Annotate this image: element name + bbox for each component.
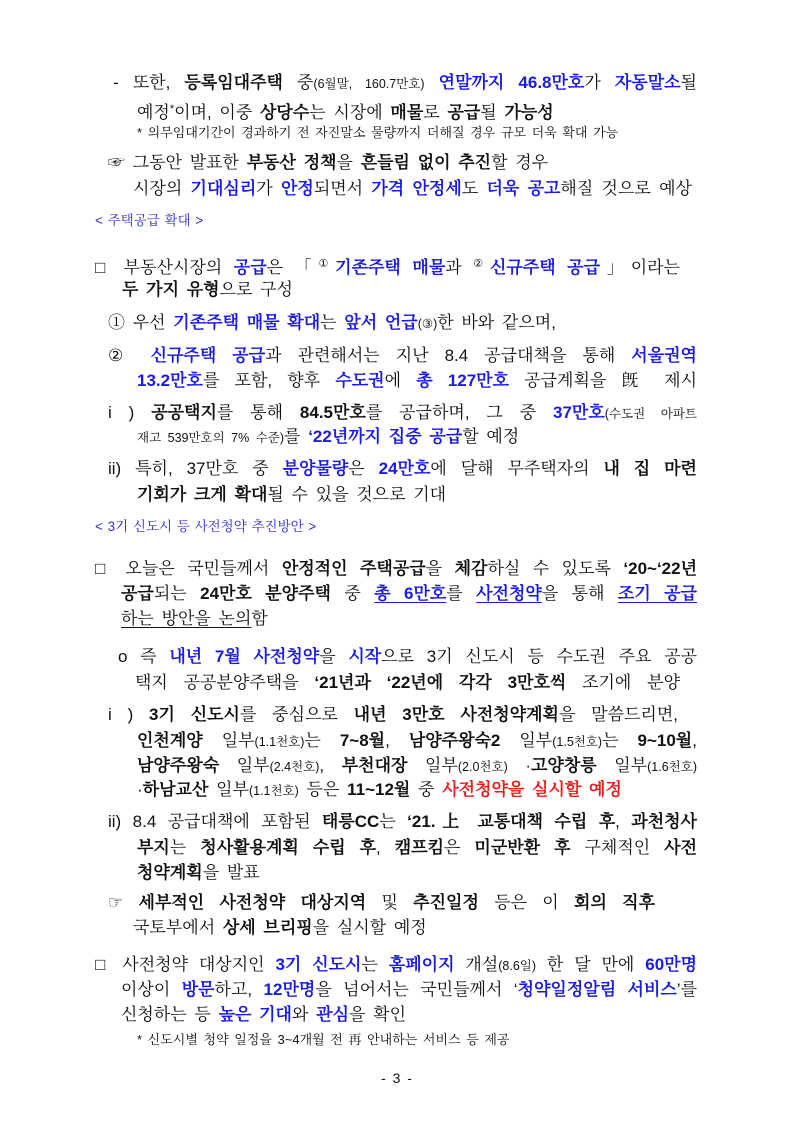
text-run: 일부 [407, 756, 458, 775]
text-run: 을 넘어서는 국민들께서 ‘ [315, 980, 518, 999]
blue-highlight: 기존주택 매물 [335, 258, 446, 277]
text-run: 중 [410, 780, 443, 799]
bold-text: 안정적인 주택공급 [281, 559, 426, 578]
footnote: * 신도시별 청약 일정을 3~4개월 전 再 안내하는 서비스 등 제공 [137, 1032, 510, 1047]
small-annotation: (1.6천호) [647, 760, 697, 774]
text-run: 에 [384, 371, 417, 390]
text-run: 이상이 [121, 980, 182, 999]
small-annotation: (③) [417, 317, 438, 331]
blue-highlight: 13.2만호 [137, 371, 203, 390]
paragraph-line [137, 755, 697, 778]
text-run: 한 바와 같으며, [437, 313, 556, 332]
bold-text: 사전 [664, 838, 697, 857]
text-run: 을 [336, 153, 361, 172]
paragraph-line [133, 917, 427, 939]
paragraph-line [113, 72, 697, 95]
blue-highlight: 총 127만호 [416, 371, 510, 390]
text-run: ② [108, 346, 151, 365]
blue-highlight: 높은 기대 [218, 1005, 292, 1024]
text-run: 되는 [153, 584, 201, 603]
bold-text: 미군반환 후 [474, 838, 571, 857]
bold-text: ‘21년과 ‘22년에 각각 3만호씩 [314, 673, 567, 692]
paragraph-line [108, 458, 697, 480]
small-annotation: (6월말, 160.7만호) [313, 77, 425, 91]
text-run: 도 [461, 179, 487, 198]
blue-highlight: 더욱 공고 [486, 179, 561, 198]
text-run: 함 [251, 609, 268, 628]
text-run: 가 [256, 179, 281, 198]
text-run: 을 말씀드리면, [558, 705, 678, 724]
small-annotation: (1.5천호) [552, 735, 603, 749]
text-run: 을 [319, 647, 349, 666]
text-run: 조기에 분양 [566, 673, 680, 692]
text-run: 는 [320, 313, 345, 332]
blue-highlight: 60만명 [645, 955, 697, 974]
paragraph-line [108, 811, 697, 833]
text-run: o 즉 [118, 647, 170, 666]
bold-text: 남양주왕숙 [137, 756, 220, 775]
blue-highlight: 시작 [348, 647, 382, 666]
text-run: , [615, 812, 632, 831]
paragraph-line [137, 862, 260, 884]
bold-text: 두 가지 유형 [122, 280, 220, 299]
text-run: 으로 3기 신도시 등 수도권 주요 공공 [381, 647, 697, 666]
text-run: 일부 [208, 780, 249, 799]
text-run: 과 [445, 258, 474, 277]
text-run: 와 [291, 1005, 317, 1024]
blue-highlight: 24만호 [378, 459, 431, 478]
text-run: 중 [330, 584, 375, 603]
paragraph-line [95, 253, 680, 279]
text-run: i ) [108, 705, 150, 724]
blue-highlight: 안정 [280, 179, 314, 198]
text-run: 을 확인 [349, 1005, 406, 1024]
paragraph-line [137, 370, 697, 392]
text-run: 될 [480, 103, 505, 122]
text-run: 는 [379, 812, 408, 831]
text-run: 를 중심으로 [239, 705, 354, 724]
section-header: < 3기 신도시 등 사전청약 추진방안 > [95, 519, 317, 534]
text-run: 을 [425, 559, 455, 578]
text-run: ’를 [676, 980, 697, 999]
text-run: 를 [284, 427, 309, 446]
bold-text: 매물 [390, 103, 424, 122]
text-run: 일부 [202, 731, 255, 750]
blue-highlight: 앞서 언급 [344, 313, 418, 332]
text-run: , [376, 838, 395, 857]
text-run: 는 시장에 [309, 103, 391, 122]
bold-text: 기회가 크게 확대 [137, 485, 268, 504]
page-number: - 3 - [381, 1070, 412, 1086]
text-run: 은 [444, 838, 475, 857]
bold-text: 과천청사 [631, 812, 697, 831]
paragraph-line [108, 402, 697, 425]
bold-text: 24만호 분양주택 [200, 584, 331, 603]
text-run: 중 [282, 73, 314, 92]
text-run: 이며, 이중 [174, 103, 260, 122]
blue-highlight: 자동말소 [614, 73, 681, 92]
small-annotation: (수도권 아파트 [604, 407, 697, 421]
bold-text: 청약계획 [137, 863, 203, 882]
text-run: ii) 특히, 37만호 중 [108, 459, 283, 478]
bold-text: 회의 직후 [574, 893, 655, 912]
text-run: 는 [304, 731, 340, 750]
bold-text: 등록임대주택 [184, 73, 283, 92]
blue-highlight: 연말까지 46.8만호 [424, 73, 585, 92]
text-run: - 또한, [113, 73, 185, 92]
text-run: 는 [361, 955, 389, 974]
text-run: 일부 [219, 756, 270, 775]
bold-text: 태릉CC [321, 812, 380, 831]
blue-highlight: 가격 안정세 [371, 179, 462, 198]
text-run: 을 발표 [202, 863, 260, 882]
text-run: ☞ 그동안 발표한 [108, 153, 247, 172]
bold-text: 9~10월 [637, 731, 693, 750]
paragraph-line [108, 345, 697, 367]
text-run: 국토부에서 [133, 918, 223, 937]
red-highlight: 사전청약을 실시할 예정 [442, 780, 622, 799]
paragraph-line [108, 312, 556, 335]
blue-highlight: 홈페이지 [388, 955, 455, 974]
blue-highlight: 내년 7월 사전청약 [169, 647, 320, 666]
footnote: * 의무임대기간이 경과하기 전 자진말소 물량까지 더해질 경우 규모 더욱 확대 가능 [137, 125, 619, 140]
paragraph-line [121, 1004, 406, 1026]
paragraph-line [133, 178, 692, 200]
text-run: 될 수 있을 것으로 기대 [267, 485, 447, 504]
paragraph-line [137, 426, 519, 449]
text-run: 되면서 [313, 179, 372, 198]
paragraph-line [137, 484, 446, 506]
text-run: · [137, 780, 143, 799]
bold-text: 내 집 마련 [603, 459, 697, 478]
text-run: 및 [366, 893, 414, 912]
text-run: 될 [680, 73, 697, 92]
small-annotation: (2.4천호) [269, 760, 320, 774]
text-run: 를 [446, 584, 477, 603]
text-run: 에 달해 무주택자의 [430, 459, 604, 478]
superscript-mark: ② [473, 258, 490, 270]
underlined-text: 하는 방안을 논의 [121, 609, 252, 628]
bold-text: 추진일정 [413, 893, 479, 912]
bold-text: ‘20~‘22년 [623, 559, 698, 578]
bold-text: 체감 [454, 559, 488, 578]
paragraph-line [95, 558, 697, 580]
text-run: , [319, 756, 342, 775]
text-run: 을 통해 [541, 584, 618, 603]
blue-highlight: 수도권 [335, 371, 385, 390]
text-run: 해질 것으로 예상 [560, 179, 692, 198]
blue-highlight: 기대심리 [190, 179, 257, 198]
text-run: 개설 [454, 955, 499, 974]
section-header: < 주택공급 확대 > [95, 213, 204, 228]
text-run: 할 예정 [462, 427, 520, 446]
text-run: 일부 [596, 756, 648, 775]
blue-highlight: 방문 [181, 980, 215, 999]
paragraph-line [118, 646, 697, 668]
text-run: ☞ [108, 893, 139, 912]
text-run: 한 달 만에 [536, 955, 646, 974]
bold-text: 가능성 [504, 103, 554, 122]
blue-highlight: 청약일정알림 서비스 [517, 980, 677, 999]
bold-text: 세부적인 사전청약 대상지역 [138, 893, 367, 912]
bold-text: 7~8월 [339, 731, 386, 750]
text-run: 할 경우 [491, 153, 549, 172]
bold-text: 부천대장 [341, 756, 408, 775]
bold-text: 공급 [121, 584, 154, 603]
bold-text: 하남교산 [142, 780, 209, 799]
bold-text: 11~12월 [347, 780, 411, 799]
underlined-blue-highlight: 사전청약 [476, 584, 542, 603]
text-run: 」이라는 [600, 258, 680, 277]
paragraph-line [135, 672, 680, 694]
bold-text: 인천계양 [137, 731, 203, 750]
blue-highlight: 신규주택 공급 [489, 258, 601, 277]
text-run: 를 포함, 향후 [202, 371, 336, 390]
text-run: i ) [108, 403, 152, 422]
paragraph-line [95, 954, 697, 977]
text-run: 예정 [137, 103, 170, 122]
bold-text: 청사활용계획 수립 후 [200, 838, 377, 857]
text-run: ① 우선 [108, 313, 174, 332]
bold-text: 공급 [447, 103, 481, 122]
bold-text: 공공택지 [151, 403, 217, 422]
small-annotation: (1.1천호) [254, 735, 305, 749]
text-run: 신청하는 등 [121, 1005, 219, 1024]
paragraph-line [121, 979, 697, 1001]
text-run: ii) 8.4 공급대책에 포함된 [108, 812, 322, 831]
text-run: 택지 공공분양주택을 [135, 673, 315, 692]
text-run: , [692, 731, 697, 750]
blue-highlight: 신규주택 공급 [150, 346, 266, 365]
text-run: □ 오늘은 국민들께서 [95, 559, 282, 578]
text-run: 은 [348, 459, 379, 478]
paragraph-line [137, 730, 697, 753]
text-run: 으로 구성 [219, 280, 293, 299]
paragraph-line [137, 779, 622, 802]
text-run: 를 공급하며, 그 중 [365, 403, 553, 422]
text-run: 는 [169, 838, 201, 857]
blue-highlight: ‘22년까지 집중 공급 [308, 427, 463, 446]
text-run: 과 관련해서는 지난 8.4 공급대책을 통해 [265, 346, 632, 365]
blue-highlight: 관심 [316, 1005, 349, 1024]
paragraph-line [108, 704, 678, 726]
blue-highlight: 12만명 [263, 980, 316, 999]
bold-text: 상세 브리핑 [222, 918, 313, 937]
bold-text: 3기 신도시 [149, 705, 240, 724]
small-annotation: (8.6일) [498, 959, 537, 973]
bold-text: 내년 3만호 사전청약계획 [353, 705, 559, 724]
paragraph-line [122, 279, 293, 301]
small-annotation: (2.0천호) [457, 760, 508, 774]
paragraph-line [121, 583, 697, 605]
blue-highlight: 서울권역 [631, 346, 697, 365]
superscript-mark: ① [318, 258, 336, 270]
text-run: , [385, 731, 409, 750]
paragraph-line [137, 98, 554, 124]
text-run: 등은 이 [478, 893, 575, 912]
small-annotation: (1.1천호) [248, 784, 299, 798]
footnote-mark: * [169, 103, 175, 115]
blue-highlight: 3기 신도시 [275, 955, 362, 974]
underlined-blue-highlight: 조기 공급 [617, 584, 697, 603]
blue-highlight: 기존주택 매물 확대 [173, 313, 321, 332]
text-run: 는 [602, 731, 638, 750]
text-run: 하고, [214, 980, 264, 999]
paragraph-line [137, 837, 697, 859]
text-run: 등은 [298, 780, 348, 799]
text-run: 를 통해 [216, 403, 300, 422]
bold-text: 흔들림 없이 추진 [360, 153, 492, 172]
bold-text: 남양주왕숙2 [408, 731, 501, 750]
paragraph-line [108, 892, 655, 914]
blue-highlight: 공급 [233, 258, 267, 277]
small-annotation: 재고 539만호의 7% 수준) [137, 431, 285, 445]
text-run: 일부 [500, 731, 553, 750]
underlined-blue-highlight: 총 6만호 [374, 584, 447, 603]
bold-text: ‘21.上 교통대책 수립 후 [407, 812, 616, 831]
text-run: 공급계획을 旣 제시 [509, 371, 697, 390]
text-run: 은 「 [266, 258, 319, 277]
bold-text: 부지 [137, 838, 170, 857]
text-run: 구체적인 [570, 838, 665, 857]
text-run: · [507, 756, 531, 775]
paragraph-line [108, 152, 548, 174]
bold-text: 고양창릉 [530, 756, 597, 775]
blue-highlight: 37만호 [553, 403, 605, 422]
text-run: □ 부동산시장의 [95, 258, 234, 277]
text-run: 을 실시할 예정 [312, 918, 427, 937]
bold-text: 상당수 [260, 103, 310, 122]
paragraph-line [121, 608, 268, 630]
bold-text: 부동산 정책 [246, 153, 337, 172]
text-run: 가 [584, 73, 615, 92]
blue-highlight: 분양물량 [282, 459, 349, 478]
bold-text: 캠프킴 [394, 838, 444, 857]
bold-text: 84.5만호 [299, 403, 366, 422]
text-run: 로 [423, 103, 448, 122]
text-run: □ 사전청약 대상지인 [95, 955, 276, 974]
text-run: 시장의 [133, 179, 191, 198]
text-run: 하실 수 있도록 [487, 559, 624, 578]
